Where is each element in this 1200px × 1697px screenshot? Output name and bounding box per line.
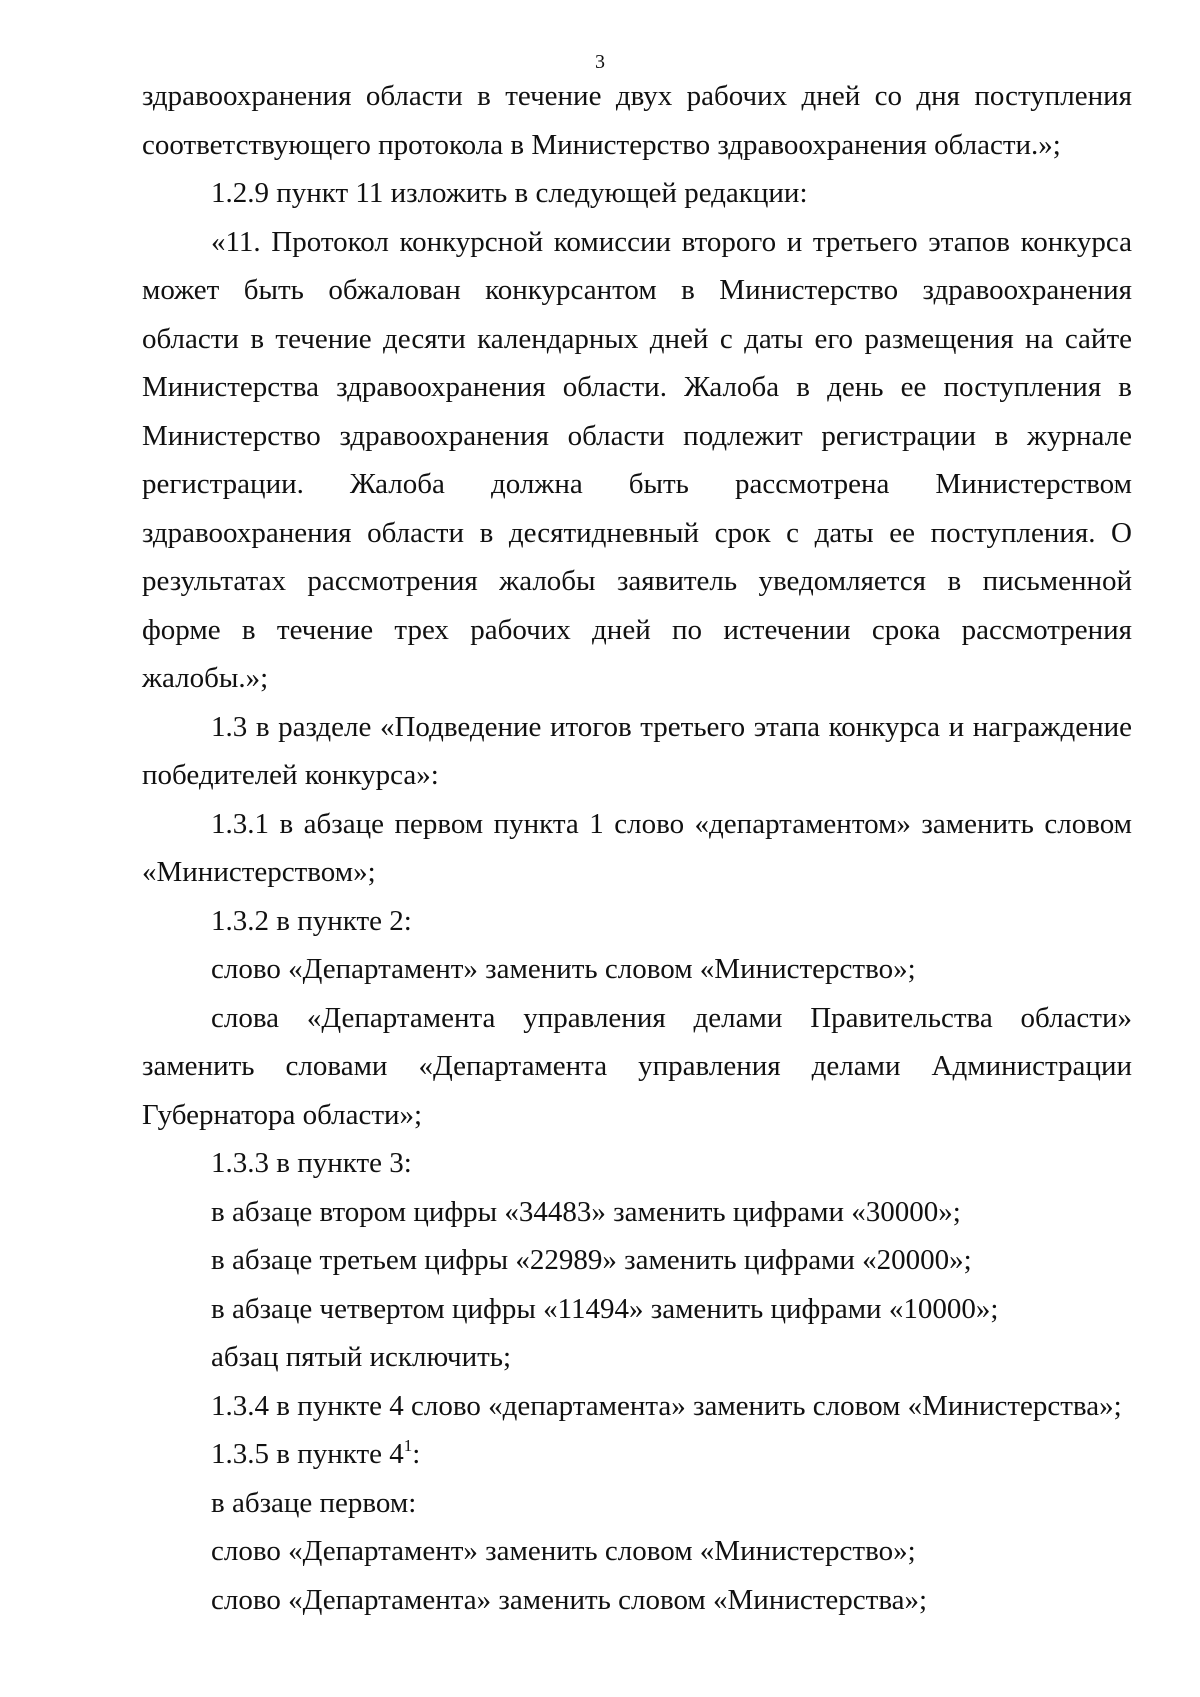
paragraph-1-3-3-a: в абзаце втором цифры «34483» заменить цифрами «30000»;: [211, 1195, 961, 1228]
paragraph-1-3-2: 1.3.2 в пункте 2:: [211, 904, 412, 937]
paragraph-1-2-9: 1.2.9 пункт 11 изложить в следующей редакции:: [211, 177, 808, 209]
paragraph-1-3-3-c: в абзаце четвертом цифры «11494» заменить цифрами «10000»;: [211, 1292, 999, 1325]
paragraph-1-3-2-a: слово «Департамент» заменить словом «Министерство»;: [211, 953, 916, 985]
paragraph-1-3-5: [142, 1430, 1132, 1479]
paragraph-1-3-4: 1.3.4 в пункте 4 слово «департамента» заменить словом «Министерства»;: [211, 1389, 1122, 1422]
paragraph-1-3-3: 1.3.3 в пункте 3:: [211, 1147, 412, 1179]
paragraph-1-3-5-c: слово «Департамента» заменить словом «Министерства»;: [211, 1583, 928, 1616]
paragraph-1-3-5-a: в абзаце первом:: [211, 1486, 417, 1519]
paragraph-1-3: 1.3 в разделе «Подведение итогов третьего этапа конкурса и награждение победителей конкурса»:: [142, 710, 1132, 791]
paragraph-1-3-5-text: 1.3.5 в пункте 4: [211, 1438, 404, 1470]
paragraph-1-3-3-d: абзац пятый исключить;: [211, 1341, 512, 1373]
page-number: 3: [595, 51, 605, 73]
paragraph-1-3-5-b: слово «Департамент» заменить словом «Министерство»;: [211, 1535, 916, 1567]
document-body: [142, 72, 1132, 1624]
paragraph-continuation: здравоохранения области в течение двух рабочих дней со дня поступления соответствующего протокола в Министерство здравоохранения области.»;: [142, 80, 1132, 161]
paragraph-item-11: «11. Протокол конкурсной комиссии второго и третьего этапов конкурса может быть обжалован конкурсантом в Министерство здравоохранения области в течение десяти календарных дней с даты его размещения на сайте Министерства здравоохранения области. Жалоба в день ее поступления в Министерство здравоохранения области подлежит регистрации в журнале регистрации. Жалоба должна быть рассмотрена Министерством здравоохранения области в десятидневный срок с даты ее поступления. О результатах рассмотрения жалобы заявитель уведомляется в письменной форме в течение трех рабочих дней по истечении срока рассмотрения жалобы.»;: [142, 225, 1132, 694]
paragraph-1-3-5-tail: :: [412, 1438, 421, 1470]
paragraph-1-3-2-b: слова «Департамента управления делами Правительства области» заменить словами «Департамента управления делами Администрации Губернатора области»;: [142, 1001, 1132, 1131]
paragraph-1-3-3-b: в абзаце третьем цифры «22989» заменить цифрами «20000»;: [211, 1244, 972, 1276]
superscript: 1: [403, 1436, 413, 1455]
paragraph-1-3-1: 1.3.1 в абзаце первом пункта 1 слово «департаментом» заменить словом «Министерством»;: [142, 807, 1132, 888]
